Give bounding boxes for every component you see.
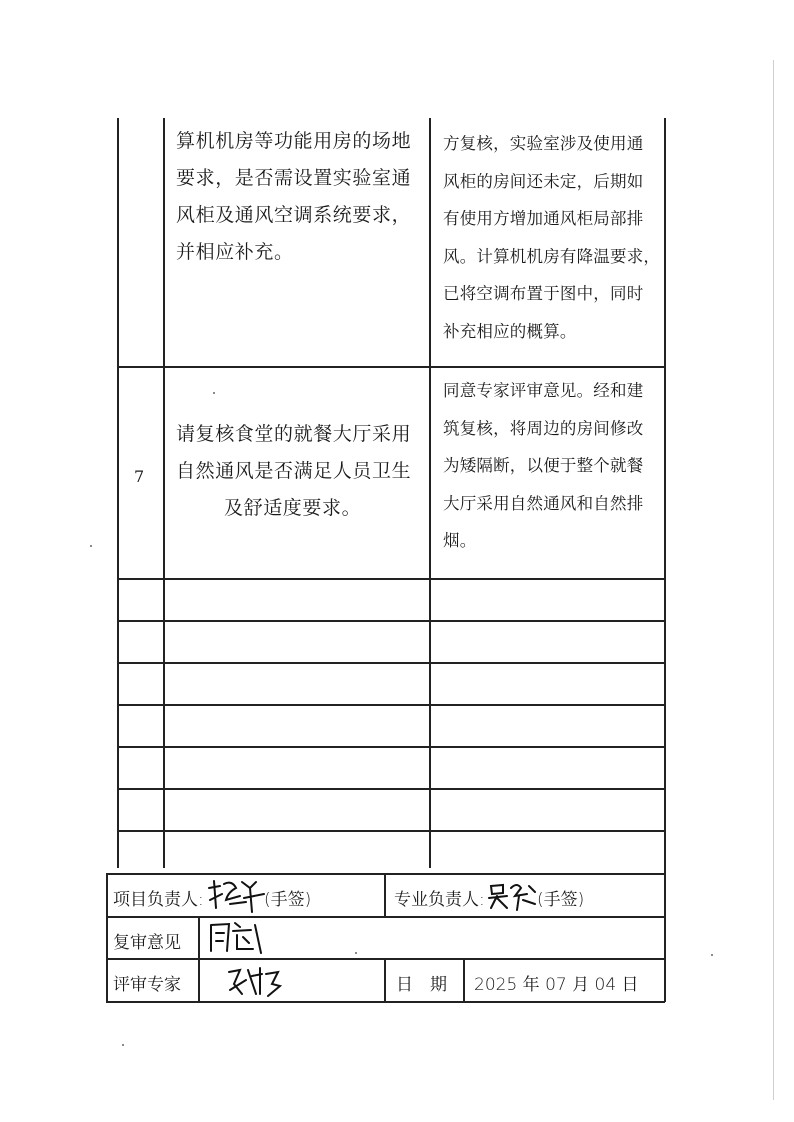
expert-label: 评审专家 — [113, 975, 181, 995]
date-value: 2025 年 07 月 04 日 — [474, 975, 639, 995]
column-divider-1 — [163, 118, 165, 868]
comment-text-7: 请复核食堂的就餐大厅采用 自然通风是否满足人员卫生 及舒适度要求。 — [176, 423, 412, 519]
row-divider — [117, 830, 665, 832]
row-divider — [117, 704, 665, 706]
date-label: 日 期 — [396, 975, 447, 995]
footer-border-left — [106, 873, 108, 1002]
footer-divider — [198, 916, 200, 1002]
row-divider — [117, 366, 665, 368]
scan-speck — [122, 1044, 124, 1046]
footer-divider — [384, 958, 386, 1002]
review-opinion-label: 复审意见 — [113, 933, 181, 953]
row-divider — [117, 578, 665, 580]
reply-text-prev: 方复核，实验室涉及使用通 风柜的房间还未定，后期如 有使用方增加通风柜局部排 风。计算机机房有降温要求， 已将空调布置于图中，同时 补充相应的概算。 — [443, 134, 661, 341]
discipline-lead-label: 专业负责人: — [394, 890, 485, 910]
footer-divider — [384, 873, 386, 917]
row-divider — [117, 662, 665, 664]
row-divider — [117, 746, 665, 748]
scan-speck — [213, 392, 215, 394]
reply-text-7: 同意专家评审意见。经和建 筑复核，将周边的房间修改 为矮隔断，以便于整个就餐 大厅采用自然通风和自然排 烟。 — [443, 381, 644, 550]
column-divider-2 — [429, 118, 431, 868]
expert-signature — [226, 964, 282, 1000]
comment-text-prev: 算机机房等功能用房的场地 要求，是否需设置实验室通 风柜及通风空调系统要求， 并相应补充。 — [176, 130, 412, 263]
row-number: 7 — [134, 467, 145, 486]
discipline-lead-signature — [487, 880, 539, 912]
table-border-left — [117, 118, 119, 868]
project-lead-label: 项目负责人: — [113, 890, 204, 910]
scan-speck — [90, 545, 92, 547]
discipline-lead-suffix: (手签) — [537, 890, 585, 910]
project-lead-signature — [206, 878, 268, 914]
row-divider — [117, 620, 665, 622]
project-lead-suffix: (手签) — [264, 890, 312, 910]
row-divider — [117, 788, 665, 790]
review-opinion-handwriting — [207, 919, 265, 955]
scan-speck — [711, 954, 713, 956]
scan-edge-line — [773, 60, 774, 1100]
table-border-right — [664, 118, 666, 1002]
scan-speck — [355, 952, 357, 954]
footer-divider — [463, 958, 465, 1002]
